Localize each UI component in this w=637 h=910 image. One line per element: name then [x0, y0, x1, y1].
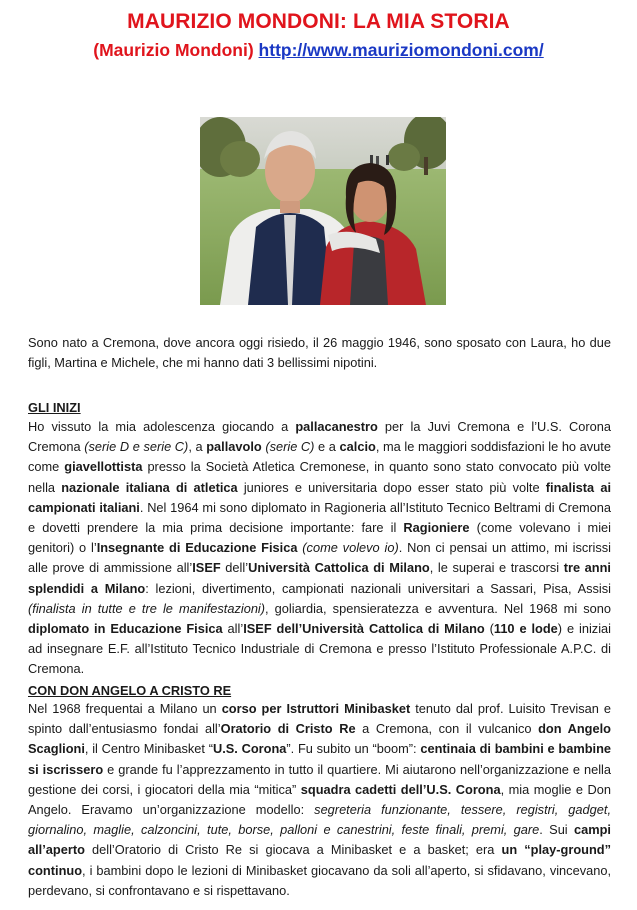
page-title: MAURIZIO MONDONI: LA MIA STORIA [127, 10, 510, 33]
author-name: (Maurizio Mondoni) [93, 40, 254, 60]
website-link[interactable]: http://www.mauriziomondoni.com/ [258, 40, 544, 60]
couple-photo [200, 117, 446, 305]
subtitle [0, 40, 637, 61]
intro-paragraph: Sono nato a Cremona, dove ancora oggi risiedo, il 26 maggio 1946, sono sposato con Laura, ho due figli, Martina e Michele, che mi hanno dati 3 bellissimi nipotini. [28, 335, 611, 371]
section-heading-cristo-re: CON DON ANGELO A CRISTO RE [28, 683, 232, 698]
paragraph-gli-inizi: Ho vissuto la mia adolescenza giocando a pallacanestro per la Juvi Cremona e l’U.S. Corona Cremona (serie D e serie C), a pallavolo (serie C) e a calcio, ma le maggiori soddisfazioni le ho avute come giavellottista presso la Società Atletica Cremonese, in quanto sono stato convocato più volte nella nazionale italiana di atletica juniores e universitaria dopo esser stato più volte finalista ai campionati italiani. Nel 1964 mi sono diplomato in Ragioneria all’Istituto Tecnico Beltrami di Cremona e dovetti prendere la mia prima decisione importante: fare il Ragioniere (come volevano i miei genitori) o l’Insegnante di Educazione Fisica (come volevo io). Non ci pensai un attimo, mi iscrissi alle prove di ammissione all’ISEF dell’Università Cattolica di Milano, le superai e trascorsi tre anni splendidi a Milano: lezioni, divertimento, campionati nazionali universitari a Sassari, Pisa, Assisi (finalista in tutte e tre le manifestazioni), goliardia, spensieratezza e avventura. Nel 1968 mi sono diplomato in Educazione Fisica all’ISEF dell’Università Cattolica di Milano (110 e lode) e iniziai ad insegnare E.F. all’Istituto Tecnico Industriale di Cremona e presso l’Istituto Professionale A.P.C. di Cremona. [28, 419, 612, 677]
paragraph-cristo-re: Nel 1968 frequentai a Milano un corso per Istruttori Minibasket tenuto dal prof. Luisito Trevisan e spinto dall’entusiasmo fondai all’Oratorio di Cristo Re a Cremona, con il vulcanico don Angelo Scaglioni, il Centro Minibasket “U.S. Corona”. Fu subito un “boom”: centinaia di bambini e bambine si iscrissero e grande fu l’apprezzamento in tutto il quartiere. Mi aiutarono nell’organizzazione e nella gestione dei corsi, i giocatori della mia “mitica” squadra cadetti dell’U.S. Corona, mia moglie e Don Angelo. Eravamo un’organizzazione modello: segreteria funzionante, tessere, registri, gadget, giornalino, maglie, calzoncini, tute, borse, palloni e canestrini, feste finali, premi, gare. Sui campi all’aperto dell’Oratorio di Cristo Re si giocava a Minibasket e a basket; era un “play-ground” continuo, i bambini dopo le lezioni di Minibasket giocavano da soli all’aperto, si sfidavano, vincevano, perdevano, si confrontavano e si rispettavano. [28, 701, 612, 898]
section-heading-gli-inizi: GLI INIZI [28, 400, 81, 415]
